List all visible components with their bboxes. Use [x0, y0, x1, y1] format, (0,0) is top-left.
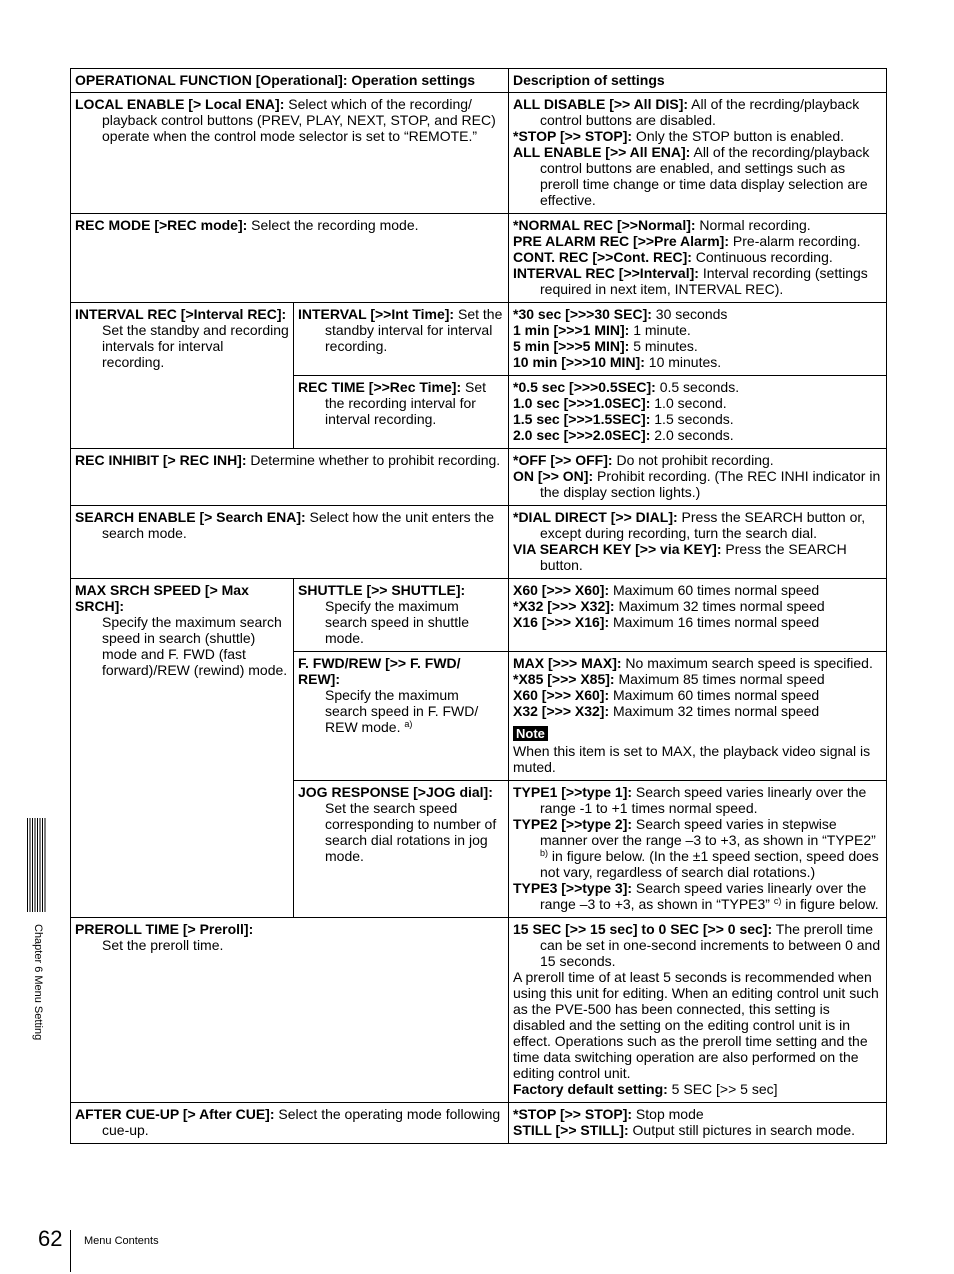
option-text: Only the STOP button is enabled.	[632, 128, 844, 144]
table-header-row	[71, 69, 887, 93]
option-label: *0.5 sec [>>>0.5SEC]:	[513, 379, 656, 395]
rec-mode-options	[509, 214, 887, 303]
table-row-after-cueup	[71, 1103, 887, 1144]
local-enable-title: LOCAL ENABLE [> Local ENA]:	[75, 96, 285, 112]
ffwd-rew-options	[509, 652, 887, 781]
option-text: 10 minutes.	[644, 354, 722, 370]
shuttle-text: Specify the maximum search speed in shuttle mode.	[325, 598, 469, 646]
option-label: *STOP [>> STOP]:	[513, 128, 633, 144]
option-text: 30 seconds	[651, 306, 728, 322]
option-label: CONT. REC [>>Cont. REC]:	[513, 249, 692, 265]
rec-mode-title: REC MODE [>REC mode]:	[75, 217, 248, 233]
note-text: When this item is set to MAX, the playback video signal is muted.	[513, 743, 871, 775]
option-text: 2.0 seconds.	[650, 427, 734, 443]
option-label: *OFF [>> OFF]:	[513, 452, 613, 468]
page-number: 62	[38, 1226, 63, 1251]
table-row-interval	[71, 303, 887, 376]
table-row-local-enable	[71, 93, 887, 214]
rec-inhibit-cell	[71, 449, 509, 506]
note-badge: Note	[513, 726, 548, 741]
option-text: 0.5 seconds.	[655, 379, 740, 395]
option-label: INTERVAL REC [>>Interval]:	[513, 265, 699, 281]
search-enable-cell	[71, 506, 509, 579]
option-label: X60 [>>> X60]:	[513, 687, 610, 703]
search-enable-text: Select how the unit enters the search mode.	[102, 509, 494, 541]
option-text: Prohibit recording. (The REC INHI indicator in the display section lights.)	[540, 468, 881, 500]
option-text: in figure below. (In the ±1 speed section, speed does not vary, regardless of search dial rotations.)	[540, 848, 879, 880]
footnote-marker: b)	[540, 848, 549, 858]
table-row-preroll-time	[71, 918, 887, 1103]
rec-time-text: Set the recording interval for interval recording.	[325, 379, 487, 427]
rec-time-title: REC TIME [>>Rec Time]:	[298, 379, 462, 395]
option-text: Search speed varies in stepwise manner over the range –3 to +3, as shown in “TYPE2”	[540, 816, 876, 848]
option-text: Output still pictures in search mode.	[628, 1122, 856, 1138]
option-text: Do not prohibit recording.	[612, 452, 774, 468]
option-text: No maximum search speed is specified.	[621, 655, 873, 671]
max-srch-speed-text: Specify the maximum search speed in search (shuttle) mode and F. FWD (fast forward)/REW (rewind) mode.	[102, 614, 288, 678]
ffwd-rew-title: F. FWD/REW [>> F. FWD/ REW]:	[298, 655, 461, 687]
interval-title: INTERVAL [>>Int Time]:	[298, 306, 455, 322]
option-text: The preroll time can be set in one-second increments to between 0 and 15 seconds.	[540, 921, 881, 969]
option-text: Interval recording (settings required in next item, INTERVAL REC).	[540, 265, 868, 297]
option-label: 1 min [>>>1 MIN]:	[513, 322, 630, 338]
max-srch-speed-title: MAX SRCH SPEED [> Max SRCH]:	[75, 582, 249, 614]
after-cueup-text: Select the operating mode following cue-up.	[102, 1106, 501, 1138]
option-label: X60 [>>> X60]:	[513, 582, 610, 598]
table-row-shuttle	[71, 579, 887, 652]
option-text: Maximum 85 times normal speed	[614, 671, 825, 687]
table-row-search-enable	[71, 506, 887, 579]
jog-response-sub-cell	[294, 781, 509, 918]
option-text: in figure below.	[781, 896, 879, 912]
option-text: Search speed varies linearly over the range -1 to +1 times normal speed.	[540, 784, 867, 816]
table-row-rec-mode	[71, 214, 887, 303]
option-text: Maximum 16 times normal speed	[609, 614, 820, 630]
preroll-time-options	[509, 918, 887, 1103]
footnote-marker: c)	[773, 896, 782, 906]
option-text: Pre-alarm recording.	[729, 233, 861, 249]
interval-text: Set the standby interval for interval recording.	[325, 306, 503, 354]
preroll-paragraph: A preroll time of at least 5 seconds is recommended when using this unit for editing. When an editing control unit such as the PVE-500 has been connected, this setting is disabled and the setting on the editing control unit is in effect. Operations such as the preroll time setting and the time data switching operation are also performed on the editing control unit.	[513, 969, 879, 1081]
option-label: VIA SEARCH KEY [>> via KEY]:	[513, 541, 722, 557]
interval-rec-title: INTERVAL REC [>Interval REC]:	[75, 306, 287, 322]
option-text: Maximum 32 times normal speed	[609, 703, 820, 719]
option-text: Stop mode	[632, 1106, 704, 1122]
option-label: *30 sec [>>>30 SEC]:	[513, 306, 652, 322]
jog-response-text: Set the search speed corresponding to number of search dial rotations in jog mode.	[325, 800, 497, 864]
default-value: 5 SEC [>> 5 sec]	[667, 1081, 778, 1097]
rec-inhibit-title: REC INHIBIT [> REC INH]:	[75, 452, 247, 468]
option-text: 1 minute.	[629, 322, 691, 338]
option-text: 1.5 seconds.	[650, 411, 734, 427]
default-label: Factory default setting:	[513, 1081, 668, 1097]
option-label: *X85 [>>> X85]:	[513, 671, 615, 687]
interval-rec-cell	[71, 303, 294, 449]
ffwd-rew-sub-cell	[294, 652, 509, 781]
option-label: 1.0 sec [>>>1.0SEC]:	[513, 395, 651, 411]
option-text: Maximum 60 times normal speed	[609, 687, 820, 703]
option-label: X32 [>>> X32]:	[513, 703, 610, 719]
interval-sub-cell	[294, 303, 509, 376]
shuttle-sub-cell	[294, 579, 509, 652]
header-function: OPERATIONAL FUNCTION [Operational]: Operation settings	[71, 69, 509, 93]
after-cueup-cell	[71, 1103, 509, 1144]
option-text: Maximum 32 times normal speed	[614, 598, 825, 614]
option-label: PRE ALARM REC [>>Pre Alarm]:	[513, 233, 730, 249]
interval-options	[509, 303, 887, 376]
table-row-rec-inhibit	[71, 449, 887, 506]
option-label: *X32 [>>> X32]:	[513, 598, 615, 614]
option-label: 15 SEC [>> 15 sec] to 0 SEC [>> 0 sec]:	[513, 921, 773, 937]
option-label: STILL [>> STILL]:	[513, 1122, 629, 1138]
option-label: TYPE2 [>>type 2]:	[513, 816, 633, 832]
option-label: *STOP [>> STOP]:	[513, 1106, 633, 1122]
chapter-thumb-tab	[27, 818, 47, 912]
rec-inhibit-text: Determine whether to prohibit recording.	[246, 452, 501, 468]
option-text: All of the recrding/playback control buttons are disabled.	[540, 96, 860, 128]
option-label: TYPE1 [>>type 1]:	[513, 784, 633, 800]
rec-inhibit-options	[509, 449, 887, 506]
settings-table	[70, 68, 887, 1144]
option-label: ON [>> ON]:	[513, 468, 594, 484]
chapter-side-label: Chapter 6 Menu Setting	[32, 924, 44, 1041]
option-text: All of the recording/playback control buttons are enabled, and settings such as preroll time change or time data display selection are effective.	[540, 144, 870, 208]
shuttle-title: SHUTTLE [>> SHUTTLE]:	[298, 582, 466, 598]
after-cueup-title: AFTER CUE-UP [> After CUE]:	[75, 1106, 275, 1122]
footnote-marker: a)	[404, 719, 413, 729]
rec-time-options	[509, 376, 887, 449]
footer-divider	[70, 1230, 71, 1272]
search-enable-options	[509, 506, 887, 579]
local-enable-options	[509, 93, 887, 214]
option-text: Continuous recording.	[691, 249, 833, 265]
option-label: 2.0 sec [>>>2.0SEC]:	[513, 427, 651, 443]
rec-time-sub-cell	[294, 376, 509, 449]
option-label: TYPE3 [>>type 3]:	[513, 880, 633, 896]
option-label: ALL DISABLE [>> All DIS]:	[513, 96, 689, 112]
jog-response-title: JOG RESPONSE [>JOG dial]:	[298, 784, 493, 800]
after-cueup-options	[509, 1103, 887, 1144]
interval-rec-text: Set the standby and recording intervals for interval recording.	[102, 322, 289, 370]
local-enable-cell	[71, 93, 509, 214]
option-label: *DIAL DIRECT [>> DIAL]:	[513, 509, 678, 525]
option-text: 5 minutes.	[629, 338, 698, 354]
option-label: 1.5 sec [>>>1.5SEC]:	[513, 411, 651, 427]
option-label: *NORMAL REC [>>Normal]:	[513, 217, 696, 233]
option-label: 5 min [>>>5 MIN]:	[513, 338, 630, 354]
local-enable-text: Select which of the recording/ playback control buttons (PREV, PLAY, NEXT, STOP, and REC) operate when the control mode selector is set to “REMOTE.”	[102, 96, 496, 144]
option-text: 1.0 second.	[650, 395, 727, 411]
preroll-time-text: Set the preroll time.	[102, 937, 224, 953]
option-text: Press the SEARCH button.	[540, 541, 847, 573]
option-text: Normal recording.	[695, 217, 811, 233]
jog-response-options	[509, 781, 887, 918]
max-srch-speed-cell	[71, 579, 294, 918]
preroll-time-title: PREROLL TIME [> Preroll]:	[75, 921, 254, 937]
header-description: Description of settings	[509, 69, 887, 93]
option-text: Press the SEARCH button or, except during recording, turn the search dial.	[540, 509, 866, 541]
option-text: Search speed varies linearly over the range –3 to +3, as shown in “TYPE3”	[540, 880, 867, 912]
rec-mode-text: Select the recording mode.	[247, 217, 419, 233]
footer-section-label: Menu Contents	[84, 1235, 159, 1247]
preroll-time-cell	[71, 918, 509, 1103]
option-label: 10 min [>>>10 MIN]:	[513, 354, 645, 370]
option-label: MAX [>>> MAX]:	[513, 655, 622, 671]
option-label: ALL ENABLE [>> All ENA]:	[513, 144, 691, 160]
option-text: Maximum 60 times normal speed	[609, 582, 820, 598]
option-label: X16 [>>> X16]:	[513, 614, 610, 630]
shuttle-options	[509, 579, 887, 652]
rec-mode-cell	[71, 214, 509, 303]
search-enable-title: SEARCH ENABLE [> Search ENA]:	[75, 509, 306, 525]
ffwd-rew-text: Specify the maximum search speed in F. FWD/ REW mode.	[325, 687, 479, 735]
